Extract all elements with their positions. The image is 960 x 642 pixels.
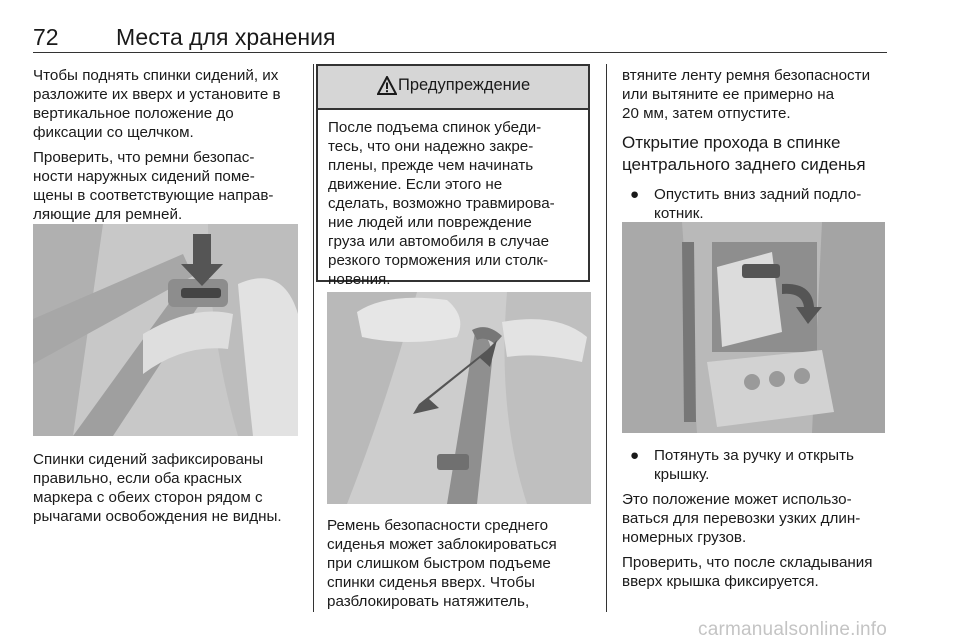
text-line: спинки сиденья вверх. Чтобы — [327, 574, 535, 591]
section-heading: Открытие прохода в спинке — [622, 133, 841, 152]
warning-title: Предупреждение — [398, 76, 531, 94]
right-column-top — [622, 66, 892, 223]
warning-box — [316, 64, 590, 288]
text-line: правильно, если оба красных — [33, 470, 242, 487]
seatback-lock-photo — [33, 224, 298, 436]
text-line: 20 мм, затем отпустите. — [622, 105, 791, 122]
text-line: новения. — [328, 271, 391, 288]
text-line: или вытяните ее примерно на — [622, 86, 835, 103]
text-line: при слишком быстром подъеме — [327, 555, 551, 572]
text-line: номерных грузов. — [622, 529, 747, 546]
text-line: груза или автомобиля в случае — [328, 233, 550, 250]
text-line: рычагами освобождения не видны. — [33, 508, 282, 525]
text-line: Опустить вниз задний подло- — [654, 186, 862, 203]
header-divider — [33, 52, 887, 53]
text-line: вертикальное положение до — [33, 105, 234, 122]
text-line: плены, прежде чем начинать — [328, 157, 534, 174]
list-item — [622, 185, 892, 223]
text-line: Проверить, что ремни безопас- — [33, 149, 255, 166]
text-line: Проверить, что после складывания — [622, 554, 873, 571]
text-line: Потянуть за ручку и открыть — [654, 447, 854, 464]
section-heading: центрального заднего сиденья — [622, 155, 866, 174]
text-line: ности наружных сидений поме- — [33, 168, 255, 185]
text-line: После подъема спинок убеди- — [328, 119, 542, 136]
text-line: ваться для перевозки узких длин- — [622, 510, 861, 527]
left-column-intro — [33, 66, 303, 224]
bullet-icon: ● — [630, 447, 640, 464]
text-line: фиксации со щелчком. — [33, 124, 194, 141]
page-title: Места для хранения — [116, 24, 336, 50]
list-item — [622, 446, 892, 484]
footer-watermark: carmanualsonline.info — [698, 619, 888, 640]
text-line: втяните ленту ремня безопасности — [622, 67, 871, 84]
text-line: маркера с обеих сторон рядом с — [33, 489, 263, 506]
text-line: тесь, что они надежно закре- — [328, 138, 534, 155]
left-column-caption — [33, 450, 308, 526]
middle-seatbelt-photo — [327, 292, 591, 504]
text-line: Это положение может использо- — [622, 491, 852, 508]
right-column-bottom — [622, 446, 892, 591]
warning-triangle-icon — [377, 76, 397, 96]
text-line: вверх крышка фиксируется. — [622, 573, 819, 590]
warning-header — [318, 66, 588, 110]
text-line: движение. Если этого не — [328, 176, 503, 193]
text-line: щены в соответствующие направ- — [33, 187, 274, 204]
text-line: крышку. — [654, 466, 710, 483]
text-line: Спинки сидений зафиксированы — [33, 451, 264, 468]
page-header — [33, 24, 887, 54]
middle-column-text — [327, 516, 597, 611]
column-divider-1 — [313, 64, 314, 612]
text-line: ляющие для ремней. — [33, 206, 183, 223]
warning-text — [328, 118, 586, 289]
page-number: 72 — [33, 24, 59, 50]
text-line: сделать, возможно травмирова- — [328, 195, 555, 212]
text-line: Чтобы поднять спинки сидений, их — [33, 67, 279, 84]
text-line: ние людей или повреждение — [328, 214, 532, 231]
armrest-passthrough-photo — [622, 222, 885, 433]
text-line: резкого торможения или столк- — [328, 252, 549, 269]
text-line: разблокировать натяжитель, — [327, 593, 530, 610]
column-divider-2 — [606, 64, 607, 612]
text-line: Ремень безопасности среднего — [327, 517, 549, 534]
text-line: котник. — [654, 205, 704, 222]
bullet-icon: ● — [630, 186, 640, 203]
text-line: сиденья может заблокироваться — [327, 536, 557, 553]
text-line: разложите их вверх и установите в — [33, 86, 281, 103]
